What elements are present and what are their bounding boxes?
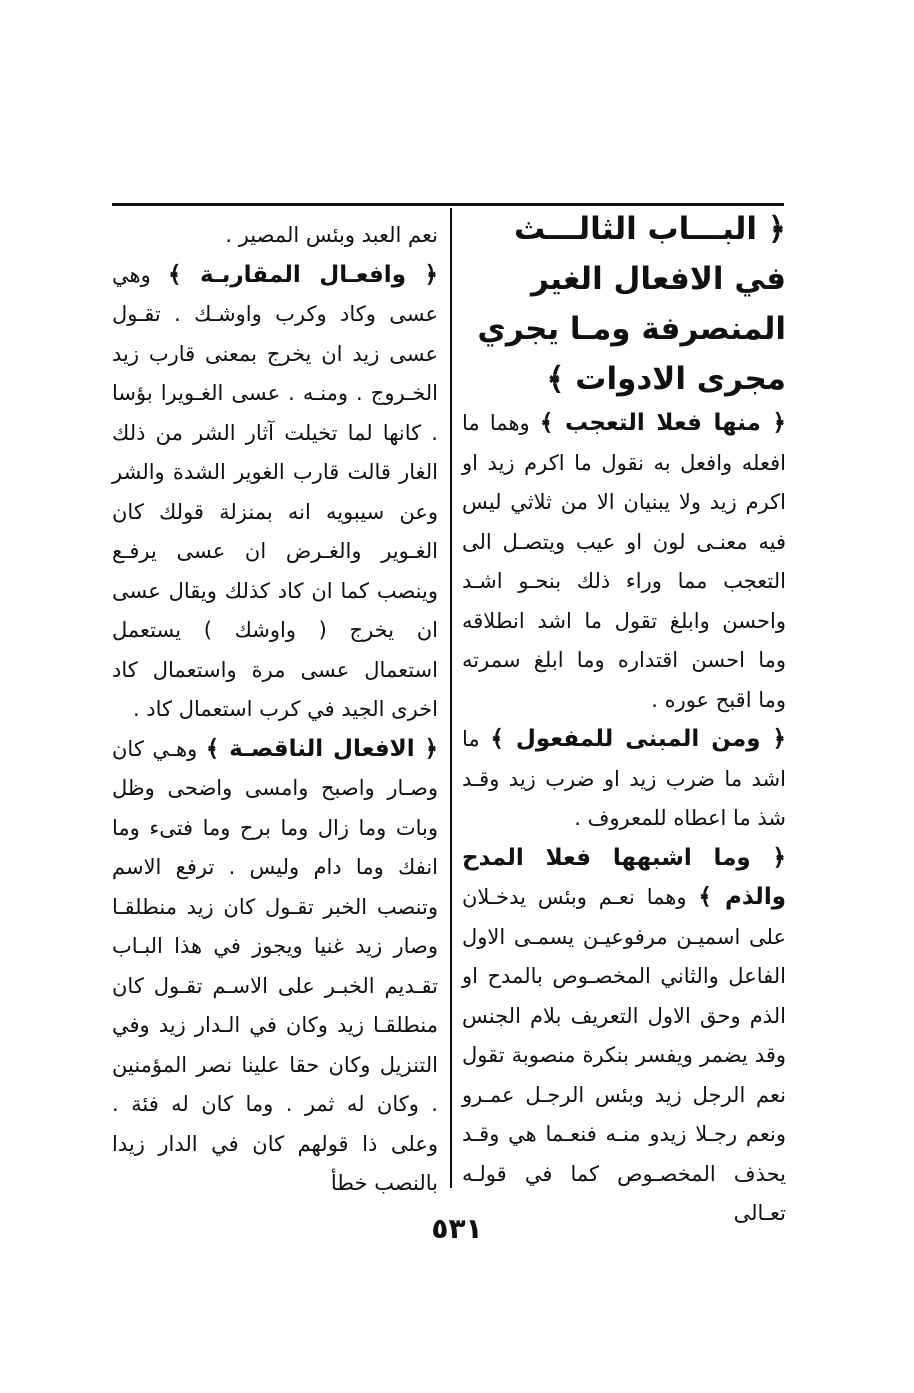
section-passive	[462, 720, 786, 839]
chapter-title: ﴿ البـــاب الثالـــث في الافعال الغير المنصرفة ومـا يجري مجرى الادوات ﴾	[477, 211, 786, 397]
section-title: ﴿ الافعال الناقصـة ﴾	[205, 735, 438, 762]
section-exclamation	[462, 404, 786, 720]
section-defective-verbs	[112, 730, 438, 1204]
section-title: ﴿ منها فعلا التعجب ﴾	[539, 410, 786, 436]
section-title: ﴿ وافعـال المقاربـة ﴾	[167, 261, 438, 288]
section-body: وهما نعـم وبئس يدخـلان على اسميـن مرفوعيـن يسمـى الاول الفاعل والثاني المخصـوص بالمدح او الذم وحق الاول التعريف بلام الجنس وقد يضمر ويفسر بنكرة منصوبة تقول نعم الرجل زيد وبئس الرجـل عمـرو ونعم رجـلا زيدو منـه فنعـما هي وقـد يحذف المخصـوص كما في قولـه تعـالى	[462, 885, 786, 1225]
page-number: ٥٣١	[431, 1212, 483, 1245]
left-column	[112, 216, 438, 1204]
section-title: ﴿ وما اشبهها فعلا المدح والذم ﴾	[462, 844, 787, 910]
section-body: وهما ما افعله وافعل به نقول ما اكرم زيد او اكرم زيد ولا يبنيان الا من ثلاثي ليس فيه معنـى لون او عيب ويتصـل الى التعجب مما وراء ذلك بنحـو اشـد واحسن وابلغ تقول ما اشد انطلاقه وما احسن اقتداره وما ابلغ سمرته وما اقبح عوره .	[462, 411, 786, 712]
right-column	[462, 204, 786, 1234]
section-body: وهي عسى وكاد وكرب واوشـك . تقـول عسى زيد ان يخرج بمعنى قارب زيد الخـروج . ومنـه . عسى الغـويرا بؤسا . كانها لما تخيلت آثار الشر من ذلك الغار قالت قارب الغوير الشدة والشر وعن سيبويه انه بمنزلة قولك كان الغـوير والغـرض ان عسى يرفـع وينصب كما ان كاد كذلك ويقال عسى ان يخرج ( واوشك ) يستعمل استعمال عسى مرة واستعمال كاد اخرى الجيد في كرب استعمال كاد .	[112, 262, 438, 721]
section-title: ﴿ ومن المبنى للمفعول ﴾	[490, 726, 786, 752]
section-body: ما اشد ما ضرب زيد او ضرب زيد وقـد شذ ما اعطاه للمعروف .	[462, 727, 786, 830]
section-approximation-verbs	[112, 256, 438, 730]
section-praise-blame	[462, 839, 786, 1234]
section-body: وهـي كان وصـار واصبح وامسى واضحى وظل وبات وما زال وما برح وما فتىء وما انفك وما دام وليس . ترفع الاسم وتنصب الخبر تقـول كان زيد منطلقـا وصار زيد غنيا ويجوز في هذا البـاب تقـديم الخبـر على الاسـم تقـول كان منطلقـا زيد وكان في الـدار زيد وفي التنزيل وكان حقا علينا نصر المؤمنين . وكان له ثمر . وما كان له فئة . وعلى ذا قولهم كان في الدار زيدا بالنصب خطأ	[112, 736, 438, 1195]
continuation-line: نعم العبد وبئس المصير .	[225, 223, 438, 247]
column-divider	[450, 208, 452, 1188]
